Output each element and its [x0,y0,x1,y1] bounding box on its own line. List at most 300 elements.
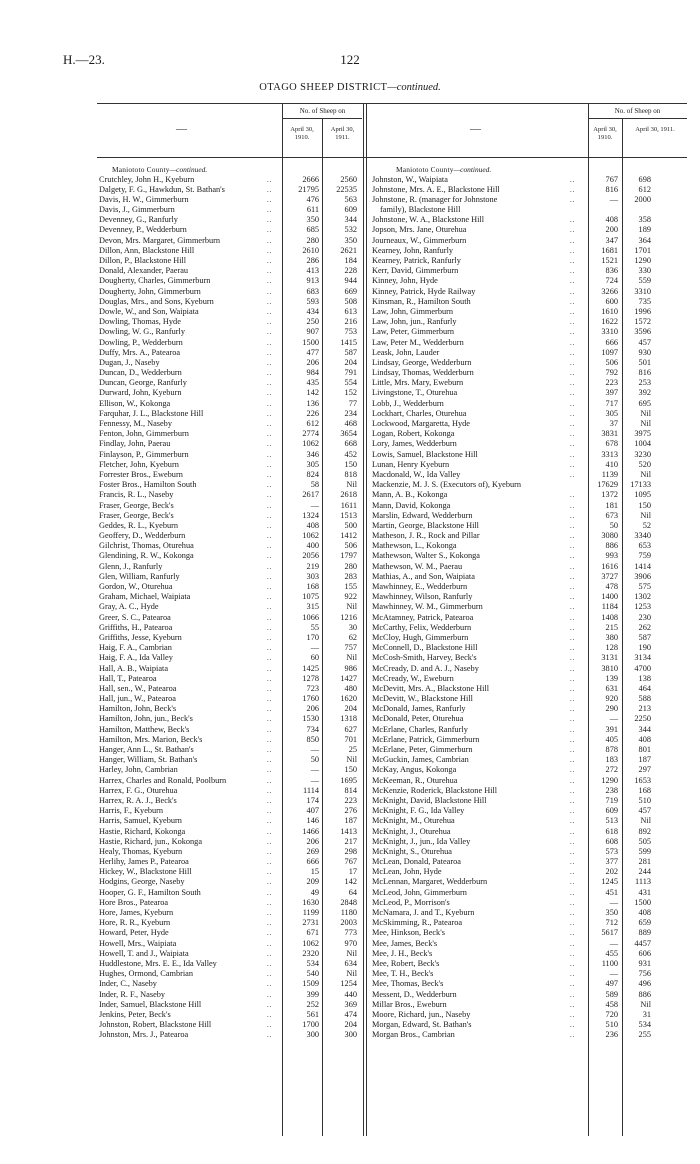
table-row [99,470,363,480]
sheep-1911-value: 358 [638,215,651,225]
sheep-1911-value: 150 [344,459,357,469]
owner-name: Griffiths, H., Patearoa [99,622,173,632]
sheep-1911-value: 2000 [634,194,651,204]
sheep-1910-value: 850 [306,734,319,744]
sheep-1911-value: 17 [348,867,357,877]
sheep-1911-value: 653 [638,541,651,551]
sheep-1910-value: 3080 [601,531,618,541]
sheep-1910-value: 37 [609,419,618,428]
table-row [372,888,687,898]
sheep-1911-value: 554 [344,378,357,388]
sheep-1910-value: 223 [605,378,618,388]
leader-dots: .. [570,552,576,561]
sheep-1910-value: 767 [605,174,618,184]
sheep-1911-value: 1290 [634,256,651,265]
sheep-1911-value: 464 [638,683,651,693]
sheep-1911-value: Nil [640,816,651,826]
sheep-1910-value: 1062 [302,531,319,541]
sheep-1911-value: 1701 [634,245,651,255]
sheep-1910-value: 2320 [302,948,319,958]
table-row [99,643,363,653]
sheep-1911-value: 3975 [634,429,651,439]
sheep-1910-value: 1372 [601,490,618,500]
sheep-1910-value: 3810 [601,663,618,673]
leader-dots: .. [570,420,576,428]
leader-dots: .. [267,746,273,754]
owner-name: Hamilton, Matthew, Beck's [99,724,190,734]
sheep-1911-value: 986 [344,663,357,673]
table-row [99,225,363,235]
table-row [372,1020,687,1030]
table-row [99,378,363,388]
sheep-1911-value: 474 [344,1009,357,1019]
table-row [372,358,687,368]
right-name-column-head: — [470,123,481,135]
owner-name: Messent, D., Wedderburn [372,989,457,999]
sheep-1911-value: 187 [638,755,651,765]
sheep-1911-value: 1620 [340,694,357,704]
leader-dots: .. [267,858,273,867]
leader-dots: .. [570,521,576,530]
sheep-1910-value: 455 [605,948,618,958]
leader-dots: .. [570,389,576,398]
table-row [372,225,687,235]
sheep-1910-value: 2056 [302,551,319,561]
sheep-1911-value: 1180 [340,908,357,917]
sheep-1911-value: 1302 [634,592,651,602]
owner-name: Kinsman, R., Hamilton South [372,296,471,306]
table-row [372,501,687,511]
sheep-1911-value: 64 [348,887,357,897]
leader-dots: .. [267,623,273,632]
leader-dots: .. [570,888,576,897]
sheep-1910-value: 413 [306,266,319,276]
table-row [99,755,363,765]
leader-dots: .. [267,470,273,479]
owner-name: Huddlestone, Mrs. E. E., Ida Valley [99,958,217,968]
table-row [372,653,687,663]
table-row [372,348,687,358]
sheep-1910-value: 272 [605,765,618,775]
leader-dots: .. [267,307,273,316]
leader-dots: .. [267,552,273,561]
sheep-1910-value: 993 [605,551,618,561]
leader-dots: .. [267,195,273,204]
table-row [372,327,687,337]
owner-name: Martin, George, Blackstone Hill [372,520,479,530]
sheep-1911-value: 1095 [634,490,651,500]
leader-dots: .. [267,766,273,775]
table-row [372,541,687,551]
table-row [372,582,687,592]
table-row [99,195,363,205]
sheep-1911-value: 534 [638,1020,651,1030]
sheep-1911-value: 280 [344,561,357,571]
owner-name: Devenney, G., Ranfurly [99,215,178,225]
owner-name: McKay, Angus, Kokonga [372,765,457,775]
sheep-1911-value: 889 [638,928,651,938]
sheep-1910-value: 60 [310,653,319,663]
table-row [372,704,687,714]
table-row [372,236,687,246]
table-row [99,908,363,918]
owner-name: Johnston, Robert, Blackstone Hill [99,1020,212,1030]
leader-dots: .. [570,644,576,653]
sheep-1910-value: 410 [605,459,618,469]
leader-dots: .. [570,959,576,968]
leader-dots: .. [570,715,576,724]
leader-dots: .. [267,847,273,856]
owner-name: Geoffery, D., Wedderburn [99,531,186,541]
table-row [372,205,687,215]
leader-dots: .. [267,654,273,663]
sheep-1911-value: 1318 [340,714,357,724]
owner-name: Findlay, John, Paerau [99,439,171,449]
sheep-1911-value: 244 [638,867,651,877]
right-owner-list [372,175,687,1041]
leader-dots: .. [267,338,273,347]
table-row [372,572,687,582]
sheep-1910-value: 252 [306,999,319,1009]
sheep-1911-value: 669 [344,286,357,296]
leader-dots: .. [570,695,576,704]
sheep-1910-value: 476 [306,194,319,204]
sheep-1910-value: 618 [605,826,618,836]
table-row [99,358,363,368]
owner-name: Kearney, John, Ranfurly [372,245,454,255]
sheep-1911-value: 152 [344,388,357,398]
table-row [99,175,363,185]
sheep-1910-value: 400 [306,541,319,551]
leader-dots: .. [570,297,576,306]
sheep-1910-value: 1400 [601,592,618,602]
sheep-1911-value: 1113 [635,877,651,887]
sheep-1911-value: 62 [348,632,357,642]
owner-name: Harrex, Charles and Ronald, Poolburn [99,775,227,785]
sheep-1910-value: 1530 [302,714,319,724]
owner-name: Davis, J., Gimmerburn [99,205,175,215]
owner-name: Gray, A. C., Hyde [99,602,159,612]
sheep-1911-value: 297 [638,765,651,775]
leader-dots: .. [267,369,273,378]
sheep-1911-value: 25 [348,745,357,754]
owner-name: Mee, J. H., Beck's [372,948,433,958]
left-col-1910: April 30, 1910. [290,126,314,141]
owner-name: Hore, R. R., Kyeburn [99,918,171,928]
table-row [372,613,687,623]
sheep-1910-value: 3727 [601,571,618,581]
sheep-1910-value: 1509 [302,979,319,989]
leader-dots: .. [267,267,273,276]
owner-name: McLean, John, Hyde [372,867,442,877]
sheep-1910-value: 1500 [302,337,319,347]
owner-name: McCloy, Hugh, Gimmerburn [372,632,469,642]
sheep-1910-value: 21795 [298,184,319,194]
owner-name: Lindsay, Thomas, Wedderburn [372,368,474,378]
sheep-1911-value: 369 [344,999,357,1009]
owner-name: Howard, Peter, Hyde [99,928,169,938]
leader-dots: .. [267,827,273,836]
owner-name: Mee, James, Beck's [372,938,438,948]
table-row [372,898,687,908]
table-row [99,399,363,409]
table-head-rule [97,157,687,158]
leader-dots: .. [570,562,576,571]
sheep-1911-value: 1412 [340,531,357,541]
sheep-1910-value: 5617 [601,928,618,938]
sheep-1910-value: — [310,745,319,754]
sheep-1911-value: 17133 [630,480,651,490]
sheep-1911-value: 189 [638,225,651,235]
sheep-1910-value: 1700 [302,1020,319,1030]
leader-dots: .. [267,603,273,612]
sheep-1910-value: 458 [605,999,618,1009]
sheep-1911-value: 1253 [634,602,651,612]
sheep-1911-value: 505 [638,836,651,846]
table-row [99,450,363,460]
owner-name: Lockwood, Margaretta, Hyde [372,419,470,428]
sheep-1910-value: 609 [605,806,618,816]
leader-dots: .. [570,593,576,602]
sheep-1910-value: 300 [306,1030,319,1040]
sheep-1910-value: 1622 [601,317,618,327]
owner-name: Howell, T. and J., Waipiata [99,948,189,958]
table-row [372,460,687,470]
sheep-1910-value: 683 [306,286,319,296]
sheep-1911-value: 223 [344,795,357,805]
table-row [99,338,363,348]
table-row [372,623,687,633]
owner-name: Marslin, Edward, Wedderburn [372,510,473,520]
table-row [372,470,687,480]
leader-dots: .. [267,980,273,989]
sheep-1911-value: 532 [344,225,357,235]
sheep-1911-value: 1254 [340,979,357,989]
sheep-1910-value: 346 [306,449,319,459]
leader-dots: .. [570,909,576,917]
leader-dots: .. [267,430,273,439]
owner-name: Devenney, P., Wedderburn [99,225,187,235]
table-row [372,215,687,225]
sheep-1911-value: 559 [638,276,651,286]
table-row [99,388,363,398]
sheep-1911-value: 599 [638,846,651,856]
sheep-1911-value: 457 [638,337,651,347]
table-row [99,551,363,561]
leader-dots: .. [570,949,576,958]
leader-dots: .. [267,684,273,693]
owner-name: Lory, James, Wedderburn [372,439,457,449]
table-row [372,388,687,398]
owner-name: Johnstone, R. (manager for Johnstone [372,194,498,204]
owner-name: Dalgety, F. G., Hawkdun, St. Bathan's [99,184,225,194]
sheep-1911-value: 759 [638,551,651,561]
table-row [372,908,687,918]
owner-name: Dowling, Thomas, Hyde [99,317,181,327]
owner-name: Davis, H. W., Gimmerburn [99,194,189,204]
sheep-1911-value: 3134 [634,653,651,663]
sheep-1910-value: 128 [605,643,618,653]
leader-dots: .. [570,858,576,867]
table-row [372,246,687,256]
leader-dots: .. [267,379,273,388]
table-row [372,969,687,979]
sheep-1910-value: — [609,897,618,907]
table-row [99,623,363,633]
leader-dots: .. [570,1031,576,1040]
owner-name: Inder, R. F., Naseby [99,989,166,999]
leader-dots: .. [570,735,576,744]
sheep-1911-value: 668 [344,439,357,449]
owner-name: Graham, Michael, Waipiata [99,592,191,602]
owner-name: Dowle, W., and Son, Waipiata [99,306,199,316]
sheep-1911-value: 150 [638,500,651,510]
table-row [99,714,363,724]
sheep-1911-value: 52 [642,520,651,530]
owner-name: Harris, Samuel, Kyeburn [99,816,182,826]
sheep-1911-value: 506 [344,541,357,551]
table-row [99,531,363,541]
sheep-1911-value: 213 [638,704,651,714]
sheep-1911-value: Nil [640,408,651,418]
leader-dots: .. [570,450,576,459]
leader-dots: .. [570,990,576,999]
sheep-1911-value: 300 [344,1030,357,1040]
leader-dots: .. [267,460,273,469]
right-group-rule [588,118,687,119]
sheep-1911-value: 204 [344,704,357,714]
sheep-1911-value: 3596 [634,327,651,337]
sheep-1911-value: 255 [638,1030,651,1040]
owner-name: Mann, A. B., Kokonga [372,490,448,500]
table-row [99,613,363,623]
owner-name: Kearney, Patrick, Ranfurly [372,256,461,265]
owner-name: Mann, David, Kokonga [372,500,451,510]
table-row [372,786,687,796]
owner-name: Johnston, Mrs. J., Patearoa [99,1030,189,1040]
section-suffix: —continued. [453,165,492,174]
sheep-1911-value: 253 [638,378,651,388]
sheep-1910-value: 540 [306,969,319,979]
sheep-1911-value: 1413 [340,826,357,836]
sheep-1911-value: 816 [638,368,651,378]
sheep-1911-value: 634 [344,958,357,968]
leader-dots: .. [267,725,273,734]
sheep-1911-value: 609 [344,205,357,215]
owner-name: McKnight, S., Oturehua [372,846,452,856]
sheep-1910-value: 3131 [601,653,618,663]
table-row [372,480,687,490]
leader-dots: .. [570,898,576,907]
leader-dots: .. [570,919,576,928]
owner-name: McCarthy, Felix, Wedderburn [372,622,472,632]
table-row [372,633,687,643]
table-row [99,317,363,327]
owner-name: Forrester Bros., Eweburn [99,469,183,479]
table-row [99,541,363,551]
sheep-1910-value: 600 [605,296,618,306]
sheep-1911-value: 3906 [634,571,651,581]
owner-name: Donald, Alexander, Paerau [99,266,189,276]
sheep-1911-value: 2250 [634,714,651,724]
leader-dots: .. [570,837,576,846]
owner-name: Law, John, jun., Ranfurly [372,317,457,327]
sheep-1910-value: 2774 [302,429,319,439]
sheep-1910-value: — [310,500,319,510]
sheep-1911-value: 283 [344,571,357,581]
sheep-1910-value: 720 [605,1009,618,1019]
table-row [99,765,363,775]
table-row [372,439,687,449]
owner-name: Johnstone, Mrs. A. E., Blackstone Hill [372,184,500,194]
sheep-1911-value: 281 [638,857,651,867]
sheep-1910-value: 1630 [302,897,319,907]
sheep-1910-value: 513 [605,816,618,826]
leader-dots: .. [267,420,273,428]
sheep-1911-value: 350 [344,235,357,245]
owner-name: Fletcher, John, Kyeburn [99,459,179,469]
sheep-1911-value: 184 [344,256,357,265]
table-row [99,877,363,887]
sheep-1911-value: 520 [638,459,651,469]
owner-name: Mathias, A., and Son, Waipiata [372,571,475,581]
leader-dots: .. [267,542,273,551]
leader-dots: .. [267,297,273,306]
owner-name: Fraser, George, Beck's [99,510,174,520]
leader-dots: .. [267,929,273,938]
leader-dots: .. [570,287,576,296]
table-row [99,460,363,470]
owner-name: Howell, Mrs., Waipiata [99,938,177,948]
table-row [372,725,687,735]
table-row [99,786,363,796]
table-row [99,276,363,286]
sheep-1911-value: 1415 [340,337,357,347]
sheep-1910-value: 1066 [302,612,319,622]
leader-dots: .. [267,674,273,683]
right-group-label: No. of Sheep on [614,107,661,115]
sheep-1910-value: 792 [605,368,618,378]
leader-dots: .. [267,185,273,194]
sheep-1910-value: 399 [306,989,319,999]
leader-dots: .. [267,664,273,673]
sheep-1910-value: 350 [605,908,618,917]
sheep-1911-value: 2003 [340,918,357,928]
sheep-1910-value: 305 [605,408,618,418]
table-row [372,419,687,429]
sheep-1911-value: 814 [344,785,357,795]
owner-name: McDonald, James, Ranfurly [372,704,466,714]
sheep-1911-value: 892 [638,826,651,836]
sheep-1910-value: 1075 [302,592,319,602]
owner-name: Glenn, J., Ranfurly [99,561,163,571]
leader-dots: .. [570,246,576,255]
table-row [99,694,363,704]
table-row [372,877,687,887]
owner-name: McCready, D. and A. J., Naseby [372,663,479,673]
sheep-1911-value: 234 [344,408,357,418]
sheep-1911-value: 627 [344,724,357,734]
leader-dots: .. [570,460,576,469]
owner-name: McDevitt, Mrs. A., Blackstone Hill [372,683,490,693]
sheep-1911-value: 1500 [634,897,651,907]
leader-dots: .. [267,440,273,449]
leader-dots: .. [570,674,576,683]
owner-name: Healy, Thomas, Kyeburn [99,846,183,856]
sheep-1910-value: 305 [306,459,319,469]
sheep-1911-value: 791 [344,368,357,378]
leader-dots: .. [267,277,273,286]
